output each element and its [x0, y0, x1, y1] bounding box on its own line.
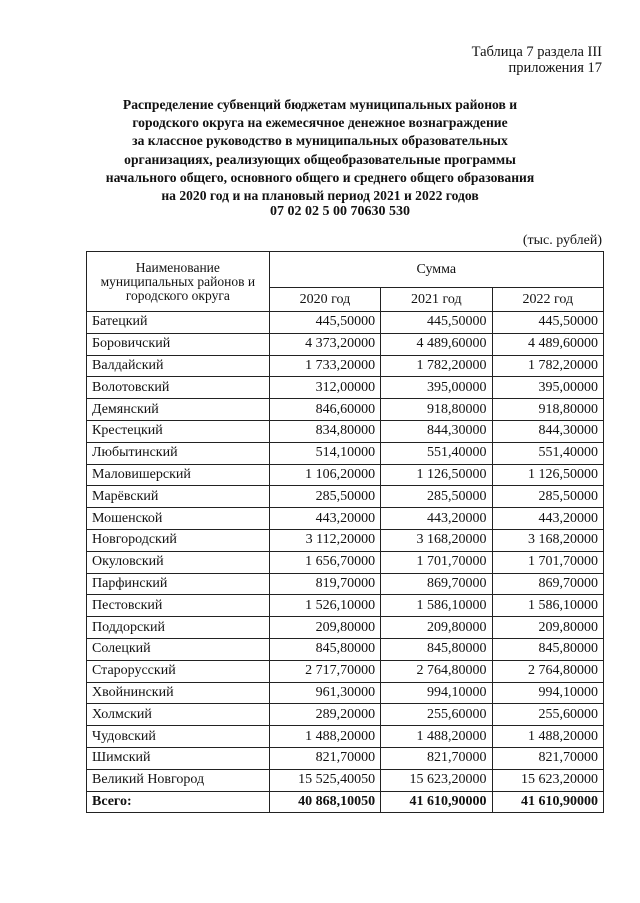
table-row	[87, 399, 604, 421]
total-amount-cell-2021: 41 610,90000	[381, 791, 492, 813]
amount-cell-2022: 2 764,80000	[492, 660, 603, 682]
annex-line-2: приложения 17	[508, 60, 602, 76]
amount-cell-2021: 255,60000	[381, 704, 492, 726]
table-row	[87, 355, 604, 377]
table-row	[87, 508, 604, 530]
amount-cell-2020: 1 656,70000	[269, 551, 380, 573]
budget-code: 07 02 02 5 00 70630 530	[270, 204, 410, 219]
amount-cell-2022: 209,80000	[492, 617, 603, 639]
amount-cell-2020: 2 717,70000	[269, 660, 380, 682]
amount-cell-2020: 209,80000	[269, 617, 380, 639]
district-name-cell: Хвойнинский	[87, 682, 270, 704]
district-name-cell: Великий Новгород	[87, 769, 270, 791]
amount-cell-2021: 209,80000	[381, 617, 492, 639]
amount-cell-2022: 1 488,20000	[492, 726, 603, 748]
district-name-cell: Парфинский	[87, 573, 270, 595]
district-name-cell: Новгородский	[87, 529, 270, 551]
total-amount-cell-2022: 41 610,90000	[492, 791, 603, 813]
district-name-cell: Пестовский	[87, 595, 270, 617]
table-row	[87, 442, 604, 464]
amount-cell-2022: 445,50000	[492, 312, 603, 334]
amount-cell-2021: 443,20000	[381, 508, 492, 530]
amount-cell-2022: 994,10000	[492, 682, 603, 704]
amount-cell-2022: 1 701,70000	[492, 551, 603, 573]
amount-cell-2022: 285,50000	[492, 486, 603, 508]
table-body	[87, 312, 604, 813]
amount-cell-2020: 821,70000	[269, 747, 380, 769]
amount-cell-2022: 443,20000	[492, 508, 603, 530]
year-header-2021: 2021 год	[381, 288, 492, 312]
amount-cell-2021: 1 586,10000	[381, 595, 492, 617]
amount-cell-2020: 1 106,20000	[269, 464, 380, 486]
amount-cell-2020: 312,00000	[269, 377, 380, 399]
amount-cell-2022: 1 586,10000	[492, 595, 603, 617]
amount-cell-2020: 445,50000	[269, 312, 380, 334]
table-row	[87, 420, 604, 442]
amount-cell-2021: 285,50000	[381, 486, 492, 508]
amount-cell-2020: 285,50000	[269, 486, 380, 508]
amount-cell-2020: 961,30000	[269, 682, 380, 704]
table-row	[87, 660, 604, 682]
table-row	[87, 464, 604, 486]
table-row	[87, 726, 604, 748]
amount-cell-2021: 869,70000	[381, 573, 492, 595]
amount-cell-2022: 844,30000	[492, 420, 603, 442]
district-name-cell: Марёвский	[87, 486, 270, 508]
amount-cell-2020: 443,20000	[269, 508, 380, 530]
amount-cell-2021: 844,30000	[381, 420, 492, 442]
amount-cell-2022: 821,70000	[492, 747, 603, 769]
amount-cell-2020: 834,80000	[269, 420, 380, 442]
amount-cell-2021: 4 489,60000	[381, 333, 492, 355]
amount-cell-2020: 289,20000	[269, 704, 380, 726]
amount-cell-2021: 821,70000	[381, 747, 492, 769]
district-name-cell: Поддорский	[87, 617, 270, 639]
table-row	[87, 377, 604, 399]
amount-cell-2022: 255,60000	[492, 704, 603, 726]
district-name-cell: Любытинский	[87, 442, 270, 464]
name-column-header: Наименование муниципальных районов и городского округа	[87, 252, 270, 312]
district-name-cell: Шимский	[87, 747, 270, 769]
title-line: Распределение субвенций бюджетам муниципальных районов и	[122, 97, 518, 112]
amount-cell-2020: 514,10000	[269, 442, 380, 464]
district-name-cell: Батецкий	[87, 312, 270, 334]
district-name-cell: Солецкий	[87, 638, 270, 660]
table-row	[87, 747, 604, 769]
amount-cell-2021: 551,40000	[381, 442, 492, 464]
amount-cell-2021: 2 764,80000	[381, 660, 492, 682]
amount-cell-2022: 3 168,20000	[492, 529, 603, 551]
amount-cell-2021: 445,50000	[381, 312, 492, 334]
amount-cell-2022: 1 126,50000	[492, 464, 603, 486]
amount-cell-2022: 845,80000	[492, 638, 603, 660]
title-line: на 2020 год и на плановый период 2021 и 2022 годов	[161, 188, 479, 204]
total-amount-cell-2020: 40 868,10050	[269, 791, 380, 813]
title-line: организациях, реализующих общеобразовательные программы	[124, 151, 516, 167]
amount-cell-2021: 3 168,20000	[381, 529, 492, 551]
amount-cell-2020: 4 373,20000	[269, 333, 380, 355]
table-row	[87, 595, 604, 617]
document-title	[60, 96, 580, 205]
amount-cell-2022: 15 623,20000	[492, 769, 603, 791]
table-row	[87, 638, 604, 660]
amount-cell-2020: 846,60000	[269, 399, 380, 421]
amount-cell-2022: 551,40000	[492, 442, 603, 464]
table-row	[87, 573, 604, 595]
amount-cell-2022: 395,00000	[492, 377, 603, 399]
table-row	[87, 617, 604, 639]
year-header-2020: 2020 год	[269, 288, 380, 312]
amount-cell-2021: 1 488,20000	[381, 726, 492, 748]
title-line: городского округа на ежемесячное денежное вознаграждение	[132, 115, 508, 131]
district-name-cell: Мошенской	[87, 508, 270, 530]
title-line: за классное руководство в муниципальных образовательных	[132, 133, 508, 149]
district-name-cell: Валдайский	[87, 355, 270, 377]
amount-cell-2022: 1 782,20000	[492, 355, 603, 377]
amount-cell-2020: 819,70000	[269, 573, 380, 595]
amount-cell-2020: 1 526,10000	[269, 595, 380, 617]
amount-cell-2022: 4 489,60000	[492, 333, 603, 355]
total-label-cell: Всего:	[87, 791, 270, 813]
amount-cell-2021: 1 782,20000	[381, 355, 492, 377]
amount-cell-2022: 918,80000	[492, 399, 603, 421]
table-row	[87, 769, 604, 791]
district-name-cell: Маловишерский	[87, 464, 270, 486]
district-name-cell: Холмский	[87, 704, 270, 726]
amount-cell-2020: 845,80000	[269, 638, 380, 660]
amount-cell-2020: 15 525,40050	[269, 769, 380, 791]
district-name-cell: Чудовский	[87, 726, 270, 748]
amount-cell-2020: 3 112,20000	[269, 529, 380, 551]
total-row	[87, 791, 604, 813]
district-name-cell: Крестецкий	[87, 420, 270, 442]
district-name-cell: Окуловский	[87, 551, 270, 573]
annex-line-1: Таблица 7 раздела III	[471, 44, 602, 60]
district-name-cell: Боровичский	[87, 333, 270, 355]
table-row	[87, 486, 604, 508]
annex-reference	[382, 44, 602, 76]
amount-cell-2020: 1 733,20000	[269, 355, 380, 377]
amount-cell-2021: 15 623,20000	[381, 769, 492, 791]
amount-cell-2021: 918,80000	[381, 399, 492, 421]
table-row	[87, 333, 604, 355]
district-name-cell: Волотовский	[87, 377, 270, 399]
amount-cell-2021: 1 126,50000	[381, 464, 492, 486]
amount-cell-2021: 845,80000	[381, 638, 492, 660]
year-header-2022: 2022 год	[492, 288, 603, 312]
amount-cell-2021: 994,10000	[381, 682, 492, 704]
amount-cell-2021: 395,00000	[381, 377, 492, 399]
table-row	[87, 704, 604, 726]
amount-cell-2021: 1 701,70000	[381, 551, 492, 573]
sum-column-header: Сумма	[269, 252, 603, 288]
district-name-cell: Демянский	[87, 399, 270, 421]
subvention-table	[86, 251, 604, 813]
units-label: (тыс. рублей)	[522, 233, 602, 248]
table-row	[87, 529, 604, 551]
table-row	[87, 682, 604, 704]
table-row	[87, 551, 604, 573]
amount-cell-2022: 869,70000	[492, 573, 603, 595]
title-line: начального общего, основного общего и среднего общего образования	[105, 169, 535, 185]
district-name-cell: Старорусский	[87, 660, 270, 682]
table-row	[87, 312, 604, 334]
amount-cell-2020: 1 488,20000	[269, 726, 380, 748]
